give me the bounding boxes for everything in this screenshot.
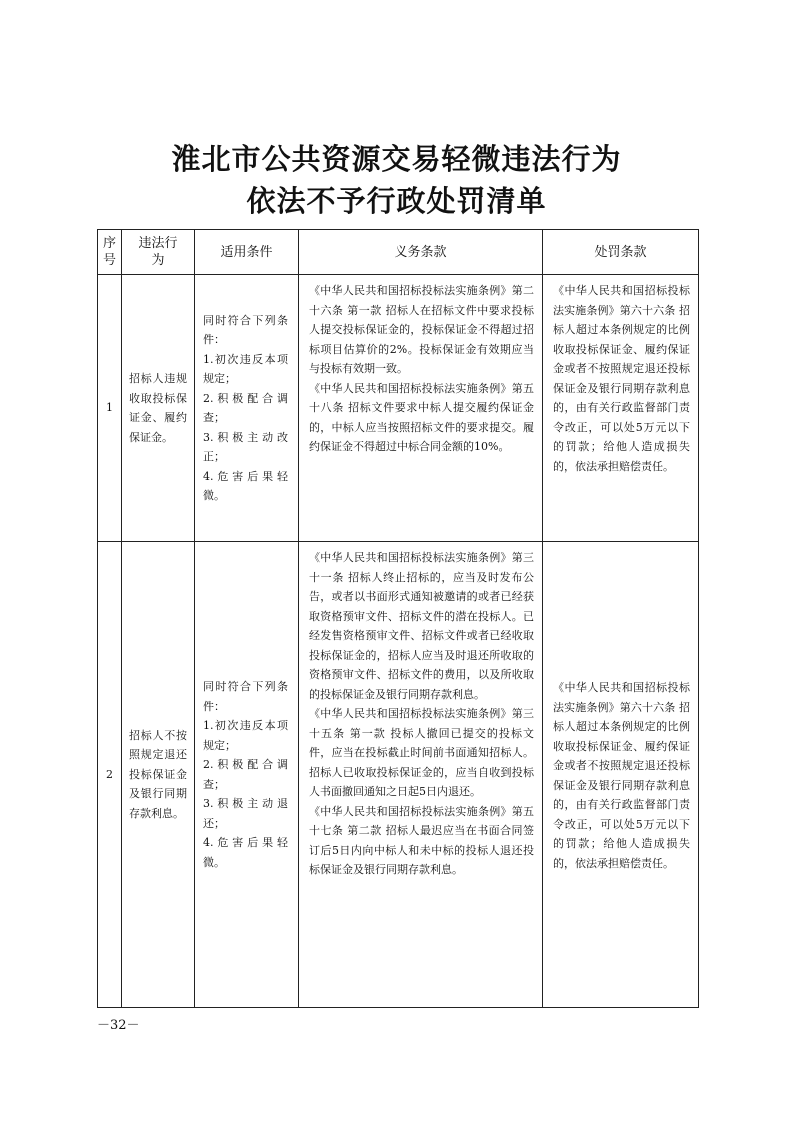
header-no: 序 号: [98, 230, 122, 275]
row-number: 1: [98, 275, 122, 542]
table-row: [98, 275, 699, 542]
table-row: [98, 542, 699, 1008]
header-penalty-clause: 处罚条款: [543, 230, 699, 275]
document-title-line-1: 淮北市公共资源交易轻微违法行为: [171, 142, 622, 176]
conditions-text: 同时符合下列条件： 1.初次违反本项规定； 2.积极配合调查； 3.积极主动退还； 4.危害后果轻微。: [195, 542, 299, 1008]
violation-text: 招标人违规收取投标保证金、履约保证金。: [122, 275, 195, 542]
row-number: 2: [98, 542, 122, 1008]
header-conditions: 适用条件: [195, 230, 299, 275]
penalty-exemption-table: [97, 229, 699, 1008]
duty-clause-text: 《中华人民共和国招标投标法实施条例》第三十一条 招标人终止招标的，应当及时发布公告，或者以书面形式通知被邀请的或者已经获取资格预审文件、招标文件的潜在投标人。已经发售资格预审文件、招标文件或者已经收取投标保证金的，招标人应当及时退还所收取的资格预审文件、招标文件的费用，以及所收取的投标保证金及银行同期存款利息。 《中华人民共和国招标投标法实施条例》第三十五条 第一款 投标人撤回已提交的投标文件，应当在投标截止时间前书面通知招标人。招标人已收取投标保证金的，应当自收到投标人书面撤回通知之日起5日内退还。 《中华人民共和国招标投标法实施条例》第五十七条 第二款 招标人最迟应当在书面合同签订后5日内向中标人和未中标的投标人退还投标保证金及银行同期存款利息。: [299, 542, 543, 1008]
duty-clause-text: 《中华人民共和国招标投标法实施条例》第二十六条 第一款 招标人在招标文件中要求投标人提交投标保证金的，投标保证金不得超过招标项目估算价的2%。投标保证金有效期应当与投标有效期一致。 《中华人民共和国招标投标法实施条例》第五十八条 招标文件要求中标人提交履约保证金的，中标人应当按照招标文件的要求提交。履约保证金不得超过中标合同金额的10%。: [299, 275, 543, 542]
header-duty-clause: 义务条款: [299, 230, 543, 275]
header-violation: 违法行 为: [122, 230, 195, 275]
conditions-text: 同时符合下列条件： 1.初次违反本项规定； 2.积极配合调查； 3.积极主动改正； 4.危害后果轻微。: [195, 275, 299, 542]
page-number: －32－: [97, 1018, 140, 1033]
table-header-row: [98, 230, 699, 275]
penalty-clause-text: 《中华人民共和国招标投标法实施条例》第六十六条 招标人超过本条例规定的比例收取投标保证金、履约保证金或者不按照规定退还投标保证金及银行同期存款利息的，由有关行政监督部门责令改正，可以处5万元以下的罚款；给他人造成损失的，依法承担赔偿责任。: [543, 542, 699, 1008]
violation-text: 招标人不按照规定退还投标保证金及银行同期存款利息。: [122, 542, 195, 1008]
penalty-clause-text: 《中华人民共和国招标投标法实施条例》第六十六条 招标人超过本条例规定的比例收取投标保证金、履约保证金或者不按照规定退还投标保证金及银行同期存款利息的，由有关行政监督部门责令改正，可以处5万元以下的罚款；给他人造成损失的，依法承担赔偿责任。: [543, 275, 699, 542]
document-title-line-2: 依法不予行政处罚清单: [246, 184, 547, 218]
